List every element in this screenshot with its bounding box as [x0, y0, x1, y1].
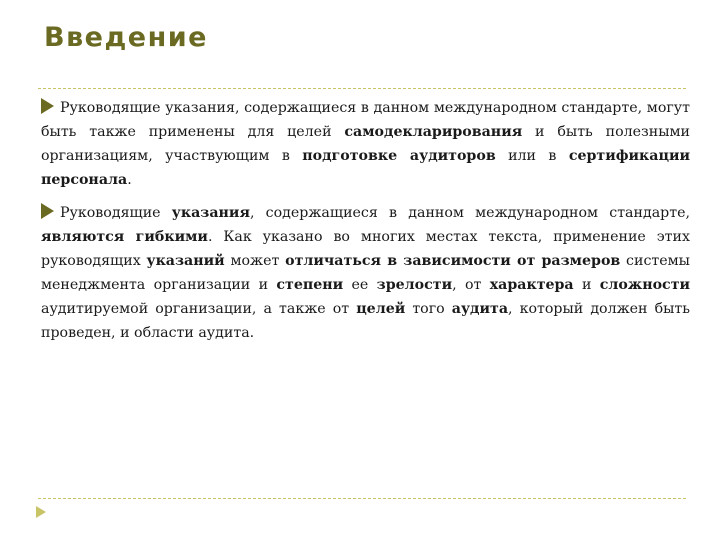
- text-run: системы менеджмента организации и: [41, 253, 690, 293]
- arrow-bullet-icon: [41, 203, 54, 219]
- text-run: может: [224, 253, 286, 269]
- paragraph: [41, 96, 690, 192]
- corner-triangle-icon: [36, 506, 46, 518]
- emphasized-text: указаний: [146, 253, 225, 269]
- text-run: и быть полезными организациям, участвующим в: [41, 124, 690, 164]
- text-run: . Как указано во многих местах текста, применение этих руководящих: [41, 229, 690, 269]
- emphasized-text: сертификации персонала: [41, 148, 690, 188]
- text-run: ее: [343, 277, 377, 293]
- emphasized-text: зрелости: [376, 277, 453, 293]
- emphasized-text: аудита: [451, 301, 509, 317]
- text-run: и: [573, 277, 600, 293]
- text-run: аудитируемой организации, а также от: [41, 301, 357, 317]
- paragraph: [41, 201, 690, 345]
- paragraph-text: [41, 100, 690, 188]
- arrow-bullet-icon: [41, 98, 54, 114]
- text-run: того: [405, 301, 452, 317]
- emphasized-text: степени: [276, 277, 344, 293]
- slide-body: [41, 96, 690, 354]
- emphasized-text: сложности: [599, 277, 691, 293]
- slide-title: Введение: [44, 22, 208, 53]
- bottom-divider: [38, 498, 686, 499]
- emphasized-text: подготовке аудиторов: [302, 148, 496, 164]
- paragraph-text: [41, 205, 690, 341]
- text-run: Руководящие: [60, 205, 172, 221]
- text-run: .: [127, 172, 132, 188]
- text-run: или в: [495, 148, 569, 164]
- emphasized-text: являются гибкими: [41, 229, 208, 245]
- emphasized-text: самодекларирования: [344, 124, 523, 140]
- text-run: , от: [452, 277, 490, 293]
- emphasized-text: характера: [489, 277, 574, 293]
- emphasized-text: указания: [171, 205, 250, 221]
- text-run: , который должен быть проведен, и области аудита.: [41, 301, 690, 341]
- top-divider: [38, 88, 686, 89]
- text-run: , содержащиеся в данном международном стандарте,: [249, 205, 690, 221]
- text-run: Руководящие указания, содержащиеся в данном международном стандарте, могут быть также применены для целей: [41, 100, 690, 140]
- emphasized-text: целей: [356, 301, 406, 317]
- emphasized-text: отличаться в зависимости от размеров: [285, 253, 621, 269]
